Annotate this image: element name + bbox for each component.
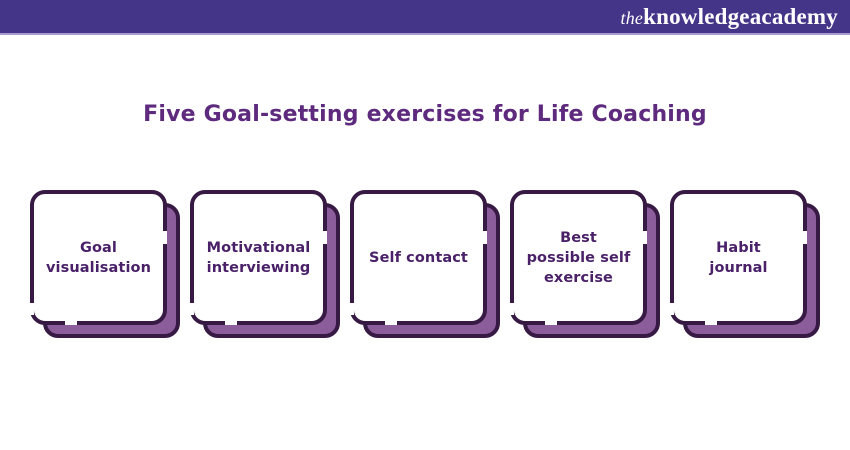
border-notch bbox=[670, 303, 674, 315]
border-notch bbox=[163, 231, 167, 244]
card-face bbox=[670, 190, 807, 325]
card-face bbox=[350, 190, 487, 325]
card-label: Habit journal bbox=[709, 239, 768, 276]
exercise-card-goal-visualisation bbox=[30, 190, 180, 338]
card-label: Best possible self exercise bbox=[526, 229, 631, 286]
card-label: Motivational interviewing bbox=[206, 239, 311, 276]
border-notch bbox=[385, 321, 397, 325]
border-notch bbox=[545, 321, 557, 325]
border-notch bbox=[225, 321, 237, 325]
border-notch bbox=[705, 321, 717, 325]
exercise-cards-row bbox=[0, 190, 850, 338]
card-label: Goal visualisation bbox=[46, 239, 152, 276]
logo-the: the bbox=[620, 8, 644, 28]
border-notch bbox=[30, 303, 34, 315]
border-notch bbox=[65, 321, 77, 325]
exercise-card-best-possible-self bbox=[510, 190, 660, 338]
exercise-card-motivational-interviewing bbox=[190, 190, 340, 338]
logo-knowledge: knowledge bbox=[643, 4, 750, 29]
card-face bbox=[30, 190, 167, 325]
border-notch bbox=[803, 231, 807, 244]
exercise-card-self-contact bbox=[350, 190, 500, 338]
header-bar bbox=[0, 0, 850, 35]
exercise-card-habit-journal bbox=[670, 190, 820, 338]
border-notch bbox=[190, 303, 194, 315]
page-title: Five Goal-setting exercises for Life Coaching bbox=[143, 102, 707, 127]
card-label: Self contact bbox=[369, 249, 468, 266]
border-notch bbox=[643, 231, 647, 244]
border-notch bbox=[323, 231, 327, 244]
border-notch bbox=[350, 303, 354, 315]
border-notch bbox=[510, 303, 514, 315]
border-notch bbox=[483, 231, 487, 244]
logo-academy: academy bbox=[749, 4, 838, 29]
card-face bbox=[510, 190, 647, 325]
knowledge-academy-logo bbox=[621, 5, 838, 28]
card-face bbox=[190, 190, 327, 325]
